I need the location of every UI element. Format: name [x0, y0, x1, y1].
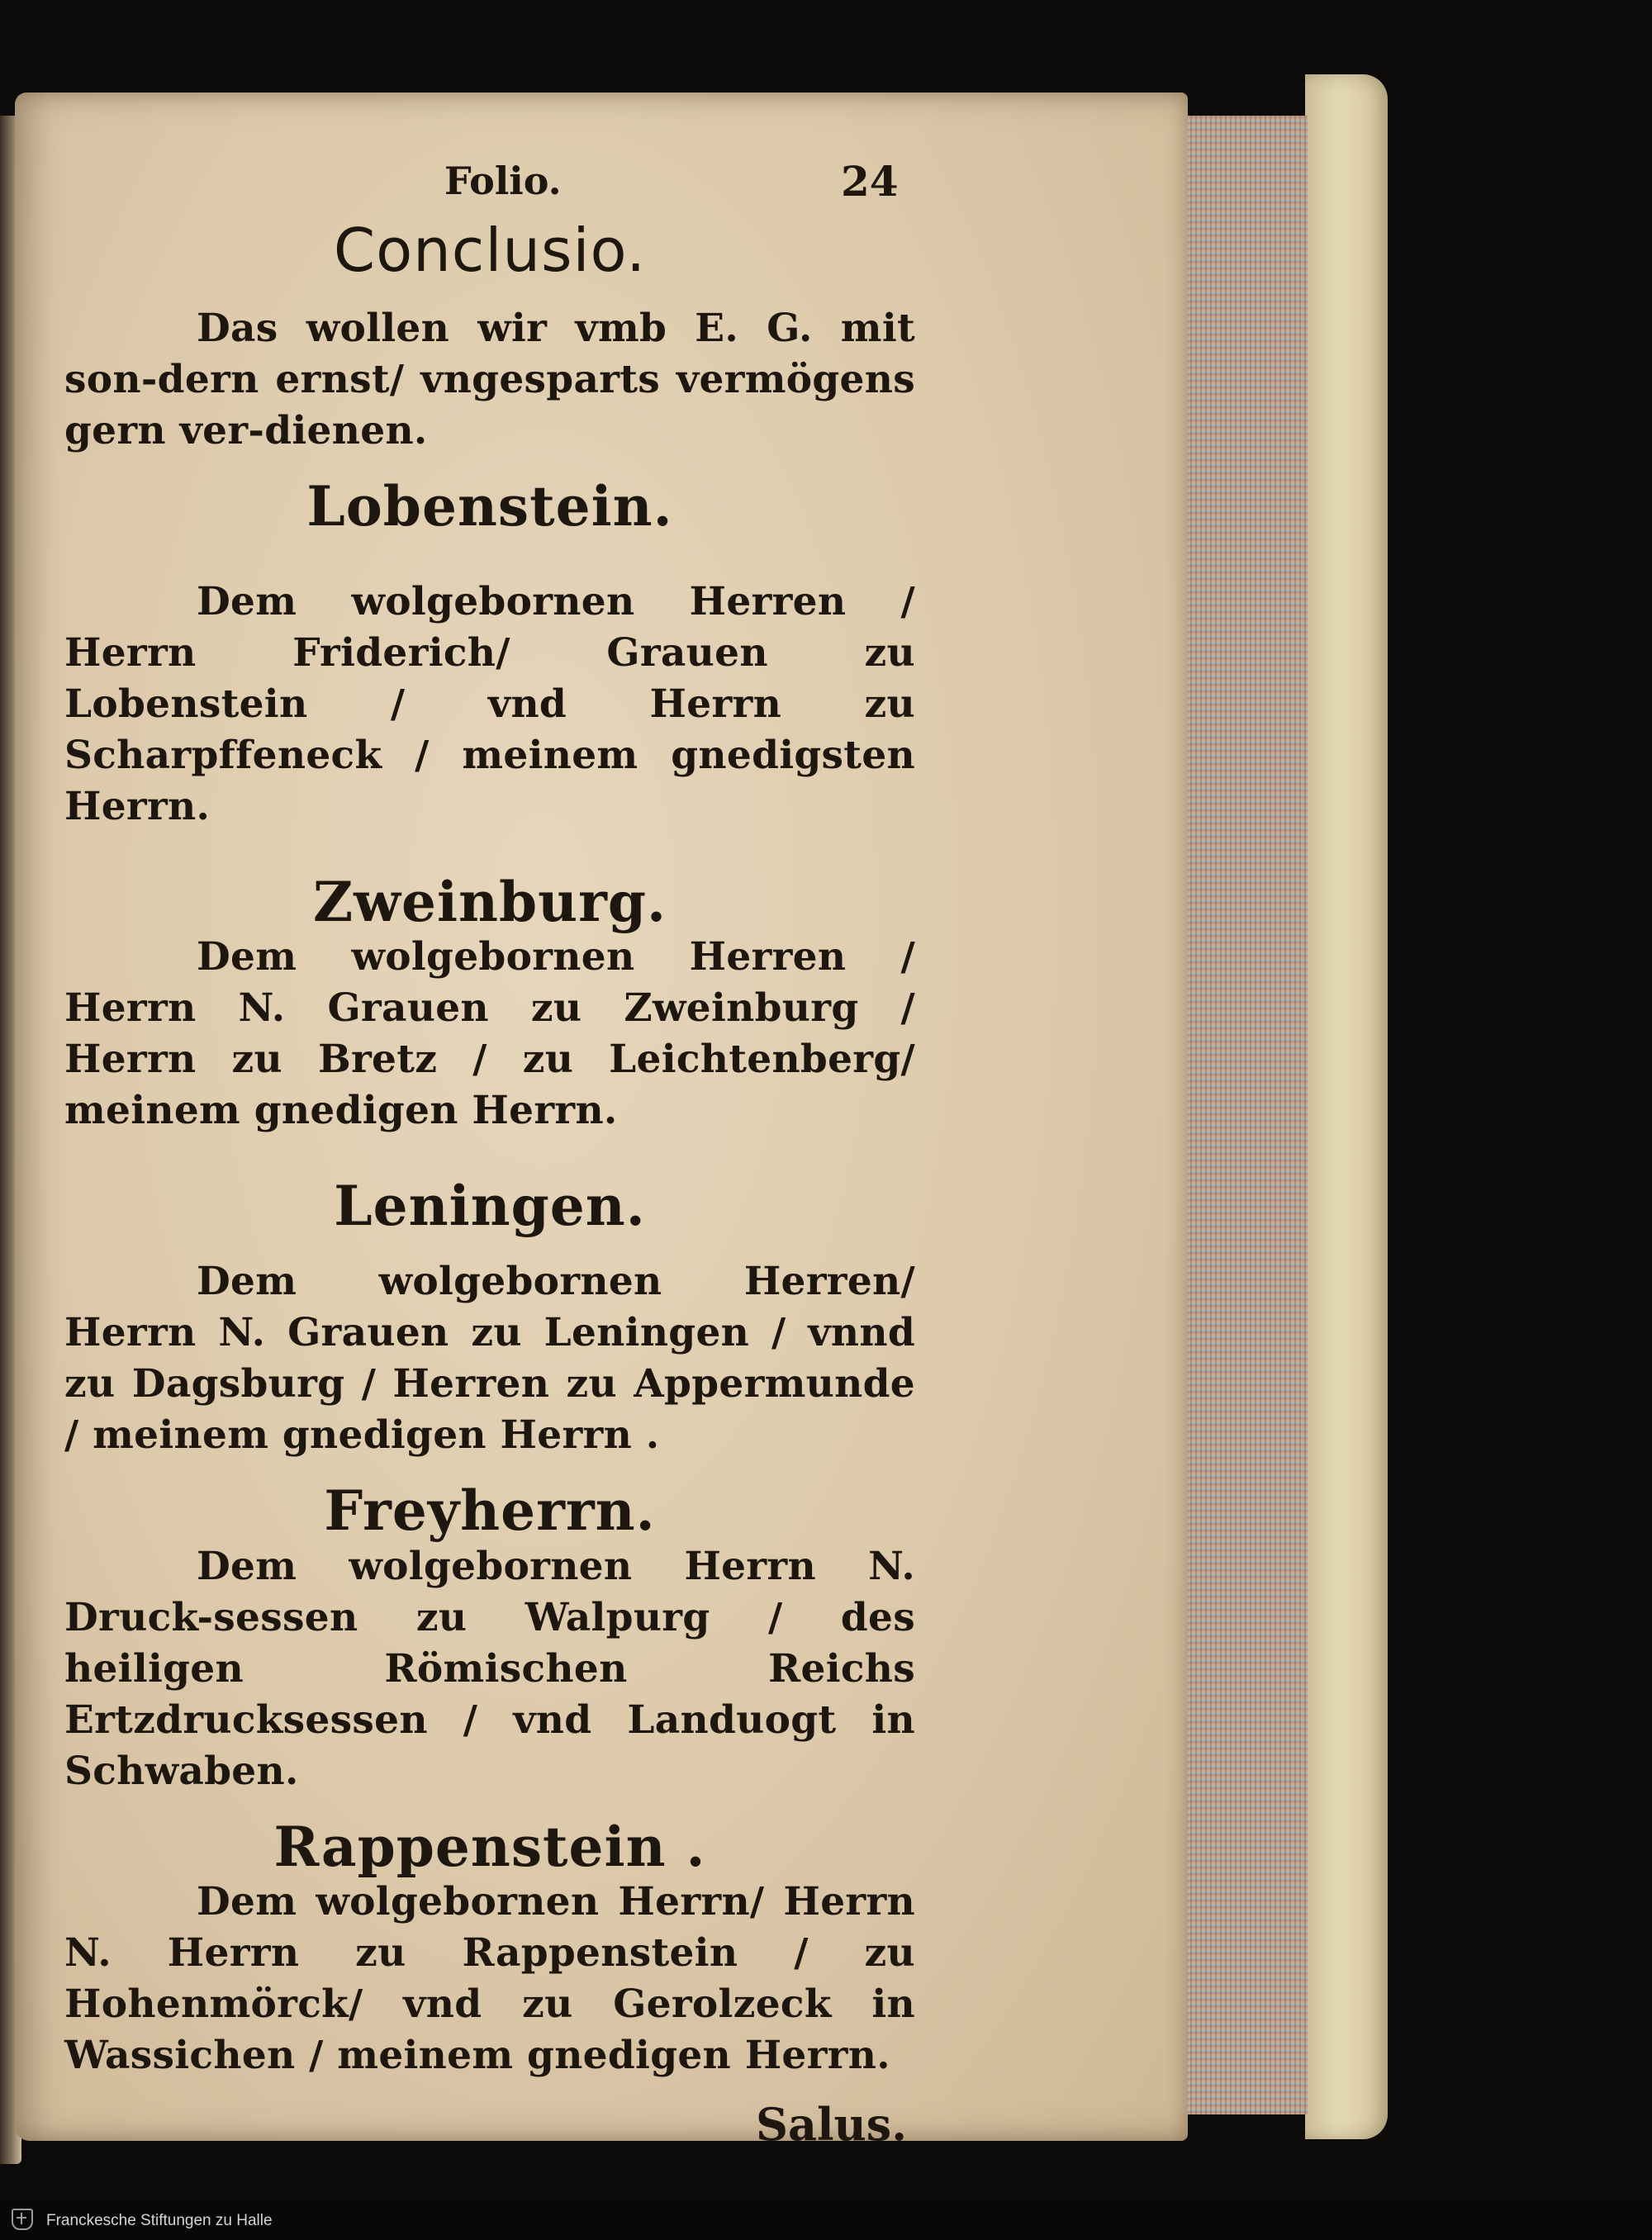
heading-rappenstein: Rappenstein .	[273, 1814, 706, 1879]
footer-bar	[0, 2200, 1652, 2240]
institution-logo-icon	[8, 2205, 36, 2233]
page-block-edges	[1173, 116, 1308, 2114]
heading-zweinburg: Zweinburg.	[312, 869, 667, 934]
page-text	[64, 157, 915, 2151]
heading-lobenstein: Lobenstein.	[306, 474, 673, 539]
running-head-row	[64, 157, 915, 223]
paragraph-lobenstein: Dem wolgebornen Herren / Herrn Friderich/ Grauen zu Lobenstein / vnd Herrn zu Scharpffeneck / meinem gnedigsten Herrn.	[64, 578, 915, 829]
page-number: 24	[841, 157, 899, 206]
paragraph-rappenstein: Dem wolgebornen Herrn/ Herrn N. Herrn zu Rappenstein / zu Hohenmörck/ vnd zu Gerolzeck in Wassichen / meinem gnedigen Herrn.	[64, 1879, 915, 2079]
paragraph-leningen: Dem wolgebornen Herren/ Herrn N. Grauen zu Leningen / vnnd zu Dagsburg / Herren zu Appermunde / meinem gnedigen Herrn .	[64, 1258, 915, 1458]
closing-word: Salus.	[756, 2098, 907, 2152]
paragraph-zweinburg: Dem wolgebornen Herren / Herrn N. Grauen zu Zweinburg / Herrn zu Bretz / zu Leichtenberg/ meinem gnedigen Herrn.	[64, 934, 915, 1134]
heading-freyherrn: Freyherrn.	[324, 1478, 656, 1543]
page-title: Conclusio.	[333, 216, 647, 285]
running-head: Folio.	[444, 159, 562, 203]
heading-leningen: Leningen.	[334, 1174, 646, 1239]
footer-institution: Franckesche Stiftungen zu Halle	[46, 2212, 273, 2229]
paragraph-freyherrn: Dem wolgebornen Herrn N. Druck-sessen zu Walpurg / des heiligen Römischen Reichs Ertzdrucksessen / vnd Landuogt in Schwaben.	[64, 1543, 915, 1794]
book-cover-edge	[1305, 74, 1388, 2139]
paragraph-conclusio: Das wollen wir vmb E. G. mit son-dern ernst/ vngesparts vermögens gern ver-dienen.	[64, 306, 915, 454]
